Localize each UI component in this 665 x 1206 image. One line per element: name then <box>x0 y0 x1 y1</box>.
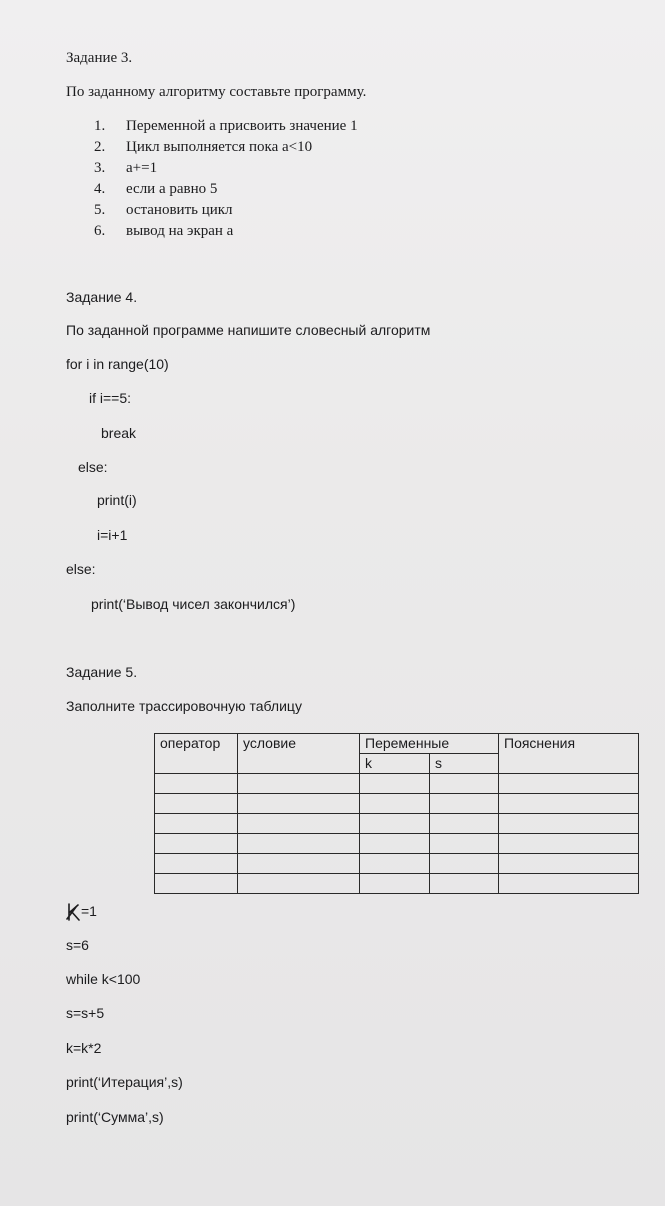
code-line: print(‘Вывод чисел закончился’) <box>91 596 296 612</box>
code-line: if i==5: <box>89 390 132 406</box>
code-line: break <box>101 425 137 441</box>
task4-title: Задание 4. <box>66 289 138 305</box>
code-line: else: <box>78 459 108 475</box>
table-row <box>155 874 639 894</box>
task4-instruction: По заданной программе напишите словесный алгоритм <box>66 322 431 338</box>
col-header-variables: Переменные <box>360 734 499 754</box>
table-row <box>155 854 639 874</box>
code-line: print(‘Сумма’,s) <box>66 1109 164 1125</box>
code-line: while k<100 <box>66 971 141 987</box>
code-line: s=s+5 <box>66 1005 105 1021</box>
table-row <box>155 794 639 814</box>
code-line: =1 <box>81 903 97 919</box>
code-line: for i in range(10) <box>66 356 169 372</box>
task3-steps <box>86 116 358 242</box>
code-line: print(‘Итерация’,s) <box>66 1074 183 1090</box>
table-row <box>155 834 639 854</box>
col-header-operator: оператор <box>155 734 238 774</box>
list-item: 4. если а равно 5 <box>94 181 218 197</box>
list-item: 5. остановить цикл <box>94 202 233 218</box>
task5-instruction: Заполните трассировочную таблицу <box>66 698 302 714</box>
table-row <box>155 814 639 834</box>
table-row <box>155 774 639 794</box>
crossed-k-mark <box>66 903 82 921</box>
col-header-notes: Пояснения <box>499 734 639 774</box>
code-line: s=6 <box>66 937 89 953</box>
code-line: k=k*2 <box>66 1040 102 1056</box>
list-item: 3. a+=1 <box>94 160 158 176</box>
col-header-k: k <box>360 754 430 774</box>
task5-title: Задание 5. <box>66 664 138 680</box>
code-line: else: <box>66 561 96 577</box>
col-header-condition: условие <box>238 734 360 774</box>
trace-table <box>154 733 639 894</box>
list-item: 1. Переменной а присвоить значение 1 <box>94 118 358 134</box>
list-item: 2. Цикл выполняется пока a<10 <box>94 139 313 155</box>
col-header-s: s <box>430 754 499 774</box>
list-item: 6. вывод на экран а <box>94 223 234 239</box>
task3-title: Задание 3. <box>66 50 133 66</box>
task3-instruction: По заданному алгоритму составьте программу. <box>66 84 367 100</box>
code-line: print(i) <box>97 492 137 508</box>
code-line: i=i+1 <box>97 527 128 543</box>
